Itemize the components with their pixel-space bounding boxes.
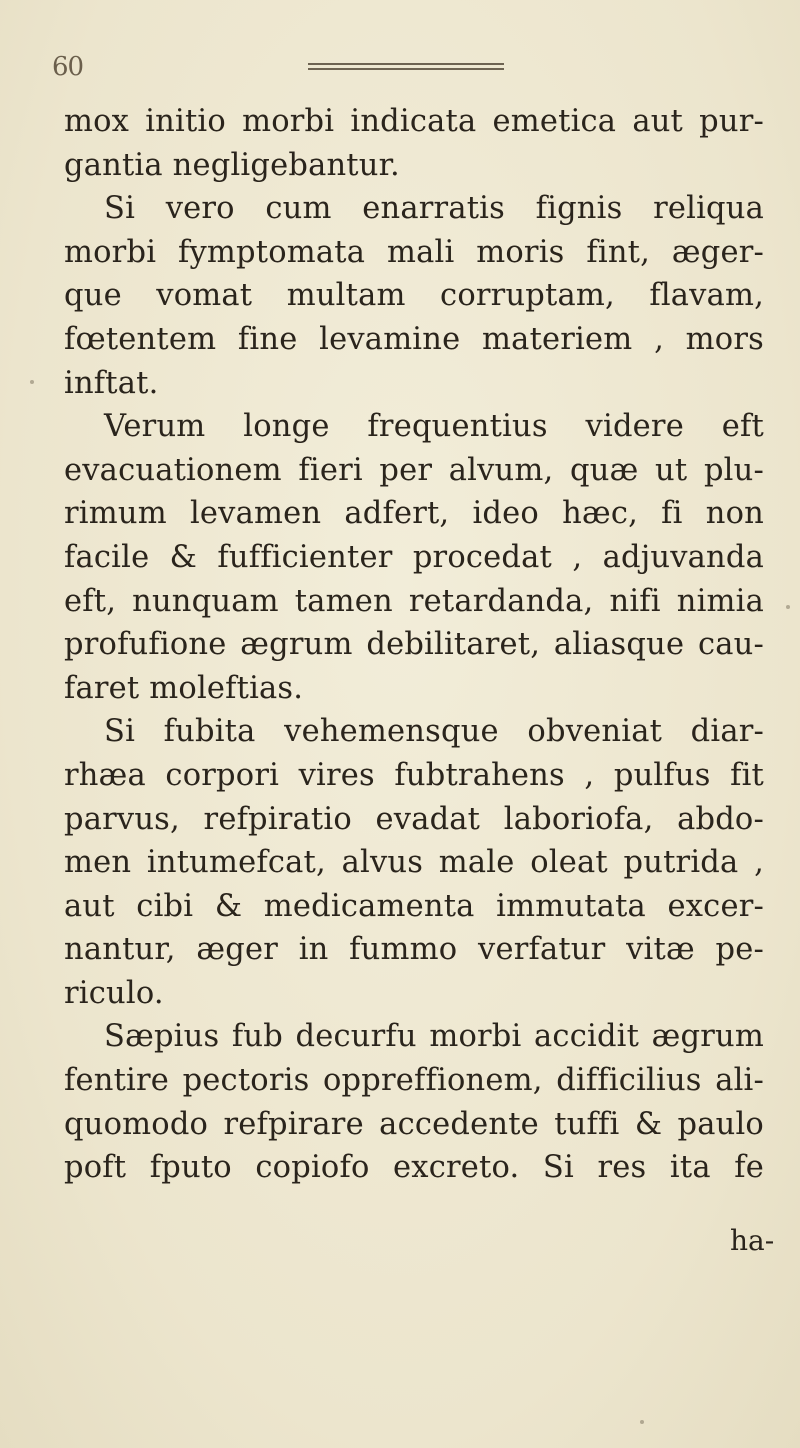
text-line: Sæpius fub decurfu morbi accidit ægrum — [104, 1019, 764, 1055]
text-line: Si vero cum enarratis fignis reliqua — [104, 191, 764, 227]
text-line: eft, nunquam tamen retardanda, nifi nimia — [64, 583, 764, 619]
text-line: quomodo refpirare accedente tuffi & paulo — [64, 1106, 764, 1142]
paper-speck — [640, 1420, 644, 1424]
text-line: profufione ægrum debilitaret, aliasque cau- — [64, 627, 764, 663]
text-line: faret moleftias. — [64, 670, 304, 706]
text-line: parvus, refpiratio evadat laboriofa, abdo- — [64, 801, 764, 837]
text-line: fentire pectoris oppreffionem, difficilius ali- — [64, 1063, 764, 1099]
text-line: inftat. — [64, 365, 159, 401]
text-line: Si fubita vehemensque obveniat diar- — [104, 714, 764, 750]
text-line: gantia negligebantur. — [64, 147, 400, 183]
text-line: Verum longe frequentius videre eft — [104, 409, 764, 445]
paper-speck — [786, 605, 790, 609]
text-line: evacuationem fieri per alvum, quæ ut plu- — [64, 452, 764, 488]
catchword: ha- — [730, 1224, 775, 1257]
body-text — [64, 100, 764, 1190]
text-line: fœtentem fine levamine materiem , mors — [64, 321, 764, 357]
text-line: mox initio morbi indicata emetica aut pur- — [64, 104, 764, 139]
text-line: facile & fufficienter procedat , adjuvanda — [64, 539, 764, 575]
text-line: nantur, æger in fummo verfatur vitæ pe- — [64, 932, 764, 968]
text-line: men intumefcat, alvus male oleat putrida , — [64, 845, 764, 881]
header-rule — [308, 63, 504, 71]
text-line: rimum levamen adfert, ideo hæc, fi non — [64, 496, 764, 532]
text-line: poft fputo copiofo excreto. Si res ita fe — [64, 1150, 764, 1186]
paper-speck — [30, 380, 34, 384]
text-line: que vomat multam corruptam, flavam, — [64, 278, 764, 314]
text-line: riculo. — [64, 975, 164, 1011]
text-line: morbi fymptomata mali moris fint, æger- — [64, 234, 764, 270]
text-line: rhæa corpori vires fubtrahens , pulfus fit — [64, 757, 764, 793]
page-number: 60 — [52, 52, 84, 82]
text-line: aut cibi & medicamenta immutata excer- — [64, 888, 764, 924]
